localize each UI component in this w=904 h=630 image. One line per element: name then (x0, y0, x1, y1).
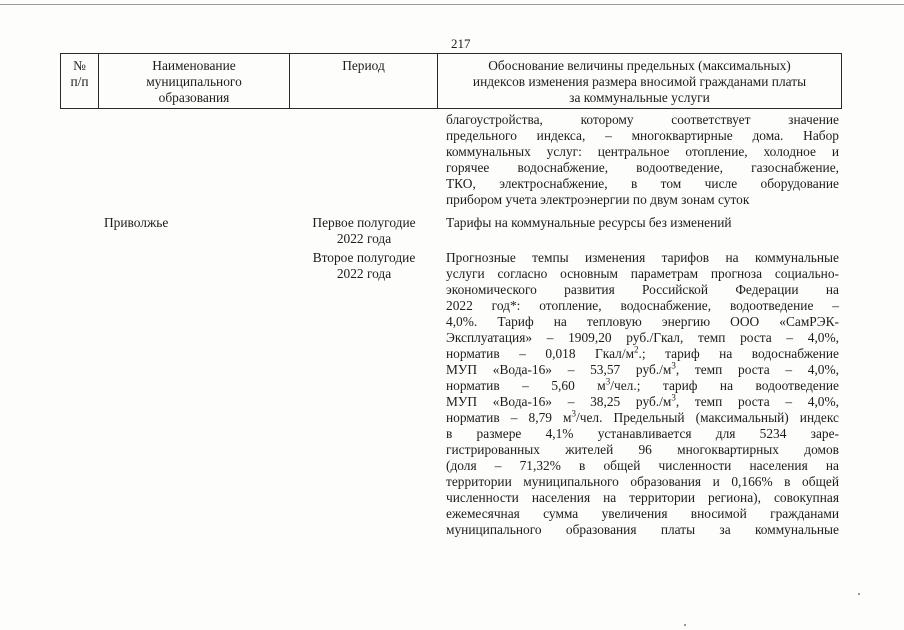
period-2-line-2: 2022 года (336, 266, 392, 281)
basis-line: муниципального образования платы за коммунальные (446, 522, 839, 537)
basis-line: норматив – 0,018 Гкал/$м^2$.; тариф на водоснабжение (446, 344, 839, 361)
basis-line: в размере 4,1% устанавливается для 5234 заре- (446, 426, 839, 441)
basis-line: гистрированных жителей 96 многоквартирных домов (446, 442, 839, 457)
scan-speck (684, 624, 686, 626)
basis-line: территории муниципального образования и 0,166% в общей (446, 474, 839, 489)
header-cell-period: Период (290, 53, 438, 109)
basis-line: (доля – 71,32% в общей численности населения на (446, 458, 839, 473)
period-1-basis: Тарифы на коммунальные ресурсы без изменений (446, 215, 732, 230)
period-2-line-1: Второе полугодие (312, 250, 416, 265)
period-1-line-2: 2022 года (336, 231, 392, 246)
continuation-line: ТКО, электроснабжение, в том числе оборудование (446, 176, 839, 191)
basis-line: МУП «Вода-16» – 53,57 $руб./м^3$, темп роста – 4,0%, (446, 360, 839, 377)
continuation-line: благоустройства, которому соответствует значение (446, 112, 839, 127)
header-cell-basis: Обоснование величины предельных (максимальных) индексов изменения размера вносимой гражданами платы за коммунальные услуги (438, 53, 842, 109)
basis-line: ежемесячная сумма увеличения вносимой гражданами (446, 506, 839, 521)
basis-line: численности населения на территории региона), совокупная (446, 490, 839, 505)
municipality-name: Приволжье (104, 215, 169, 230)
basis-line: норматив – 5,60 $м^3$/чел.; тариф на водоотведение (446, 376, 839, 393)
basis-line: Прогнозные темпы изменения тарифов на коммунальные (446, 250, 839, 265)
basis-line: норматив – 8,79 $м^3$/чел. Предельный (максимальный) индекс (446, 408, 839, 425)
basis-line: МУП «Вода-16» – 38,25 $руб./м^3$, темп роста – 4,0%, (446, 392, 839, 409)
basis-line: экономического развития Российской Федерации на (446, 282, 839, 297)
basis-line: 2022 год*: отопление, водоснабжение, водоотведение – (446, 298, 839, 313)
continuation-line: коммунальных услуг: центральное отопление, холодное и (446, 144, 839, 159)
continuation-line: горячее водоснабжение, водоотведение, газоснабжение, (446, 160, 839, 175)
period-1-line-1: Первое полугодие (312, 215, 416, 230)
basis-line: услуги согласно основным параметрам прогноза социально- (446, 266, 839, 281)
scan-speck (858, 593, 860, 595)
page-number: 217 (451, 36, 471, 51)
header-cell-number: № п/п (60, 53, 99, 109)
continuation-line: предельного индекса, – многоквартирные дома. Набор (446, 128, 839, 143)
basis-line: Эксплуатация» – 1909,20 руб./Гкал, темп роста – 4,0%, (446, 330, 839, 345)
basis-line: 4,0%. Тариф на тепловую энергию ООО «СамРЭК- (446, 314, 839, 329)
continuation-line: прибором учета электроэнергии по двум зонам суток (446, 192, 750, 207)
top-rule (0, 4, 904, 5)
header-cell-municipality: Наименование муниципального образования (99, 53, 290, 109)
